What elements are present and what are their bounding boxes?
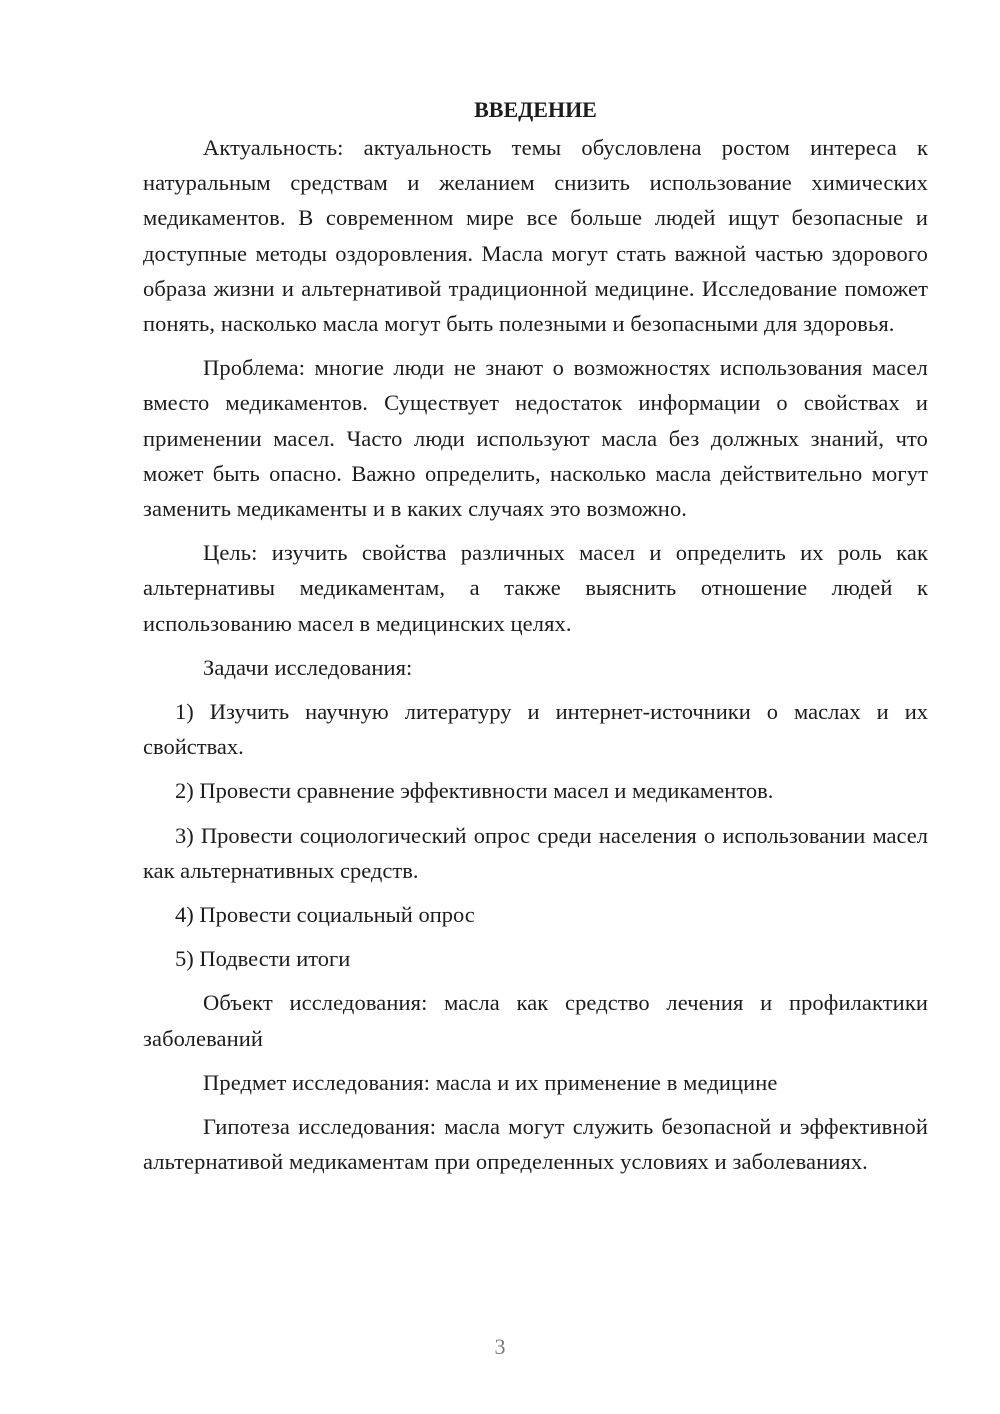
document-page — [143, 94, 928, 1188]
paragraph-subject: Предмет исследования: масла и их применение в медицине — [203, 1069, 778, 1095]
section-title: ВВЕДЕНИЕ — [474, 97, 597, 122]
paragraph-relevance: Актуальность: актуальность темы обусловлена ростом интереса к натуральным средствам и желанием снизить использование химических медикаментов. В современном мире все больше людей ищут безопасные и доступные методы оздоровления. Масла могут стать важной частью здорового образа жизни и альтернативой традиционной медицине. Исследование поможет понять, насколько масла могут быть полезными и безопасными для здоровья. — [143, 135, 928, 337]
paragraph-hypothesis: Гипотеза исследования: масла могут служить безопасной и эффективной альтернативой медикаментам при определенных условиях и заболеваниях. — [143, 1114, 928, 1175]
paragraph-problem: Проблема: многие люди не знают о возможностях использования масел вместо медикаментов. Существует недостаток информации о свойствах и применении масел. Часто люди используют масла без должных знаний, что может быть опасно. Важно определить, насколько масла действительно могут заменить медикаменты и в каких случаях это возможно. — [143, 355, 928, 522]
task-item-1: 1) Изучить научную литературу и интернет-источники о маслах и их свойствах. — [143, 699, 928, 760]
task-item-3: 3) Провести социологический опрос среди населения о использовании масел как альтернативных средств. — [143, 822, 928, 883]
task-item-2: 2) Провести сравнение эффективности масел и медикаментов. — [175, 778, 774, 804]
paragraph-object: Объект исследования: масла как средство лечения и профилактики заболеваний — [143, 990, 928, 1051]
task-item-5: 5) Подвести итоги — [175, 946, 351, 972]
paragraph-goal: Цель: изучить свойства различных масел и определить их роль как альтернативы медикаментам, а также выяснить отношение людей к использованию масел в медицинских целях. — [143, 540, 928, 636]
page-number: 3 — [494, 1334, 506, 1359]
task-item-4: 4) Провести социальный опрос — [175, 902, 475, 928]
tasks-heading: Задачи исследования: — [203, 654, 413, 680]
